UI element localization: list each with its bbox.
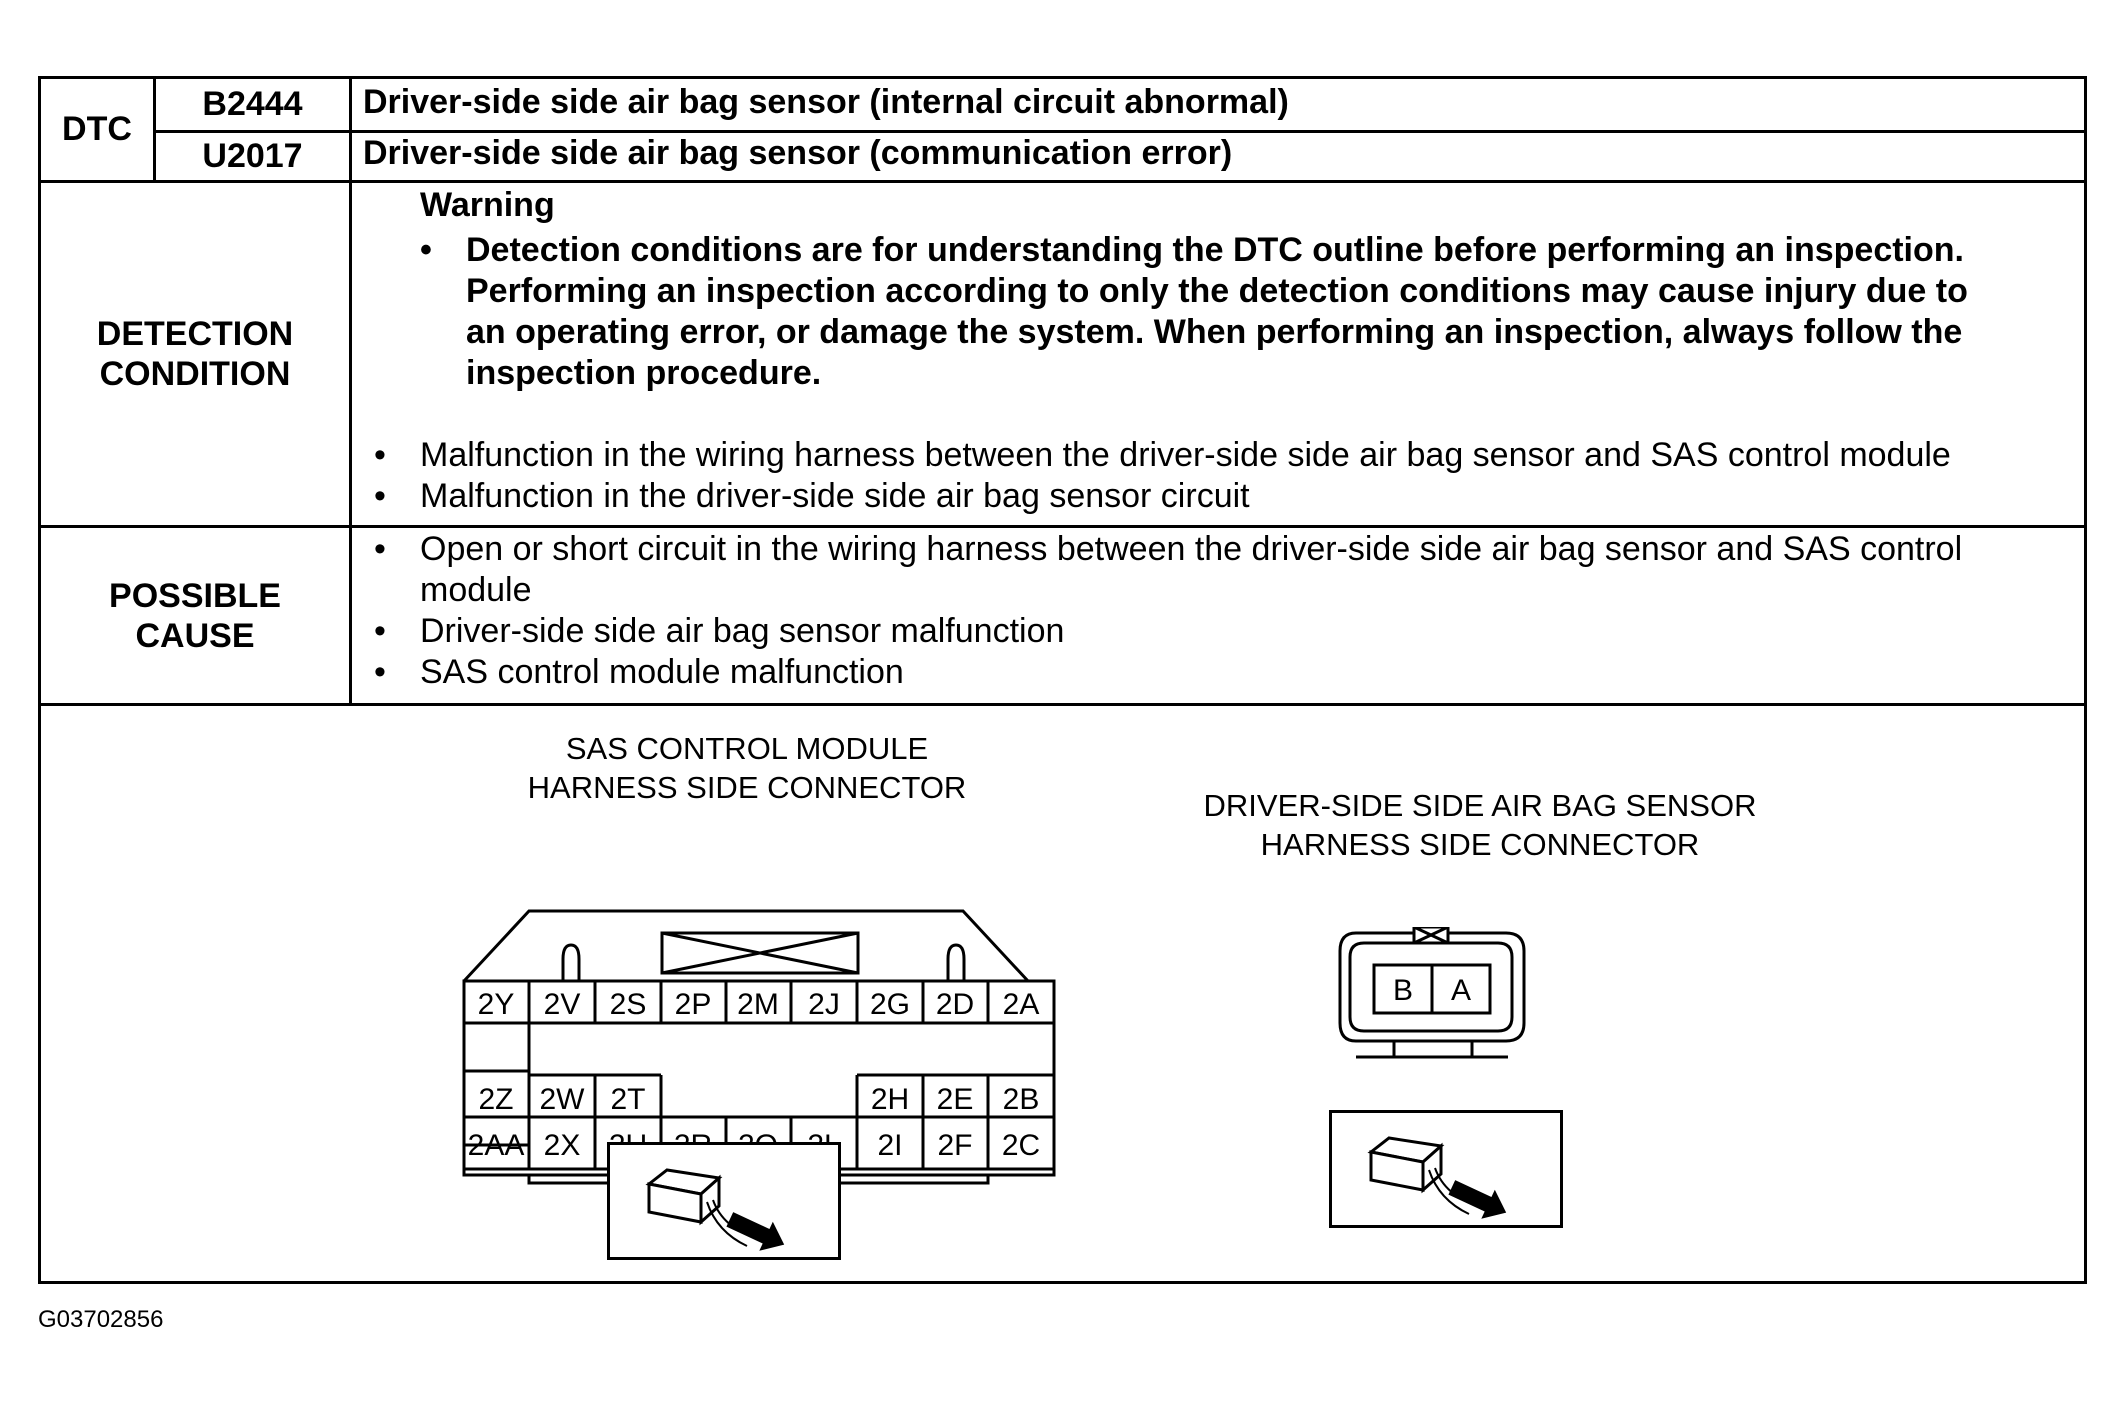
cause-item [374,611,1065,652]
dtc-description-2: Driver-side side air bag sensor (communication error) [363,134,1233,172]
sensor-connector-title [1120,786,1840,864]
dtc-table [38,76,2087,1284]
terminal-label: 2V [543,988,581,1021]
warning-line: Performing an inspection according to only the detection conditions may cause injury due to [466,272,1968,310]
detection-item [374,435,1951,476]
sas-connector-title [425,729,1069,807]
bullet: • [374,436,386,474]
terminal-label: 2G [869,988,911,1021]
latch-tab [948,945,964,981]
cause-item-text: Driver-side side air bag sensor malfunction [420,612,1065,650]
harness-side-view-icon [1329,1110,1563,1228]
terminal-label: 2X [543,1129,581,1162]
cause-label-line-1: POSSIBLE [109,576,281,615]
terminal-label: 2T [610,1083,646,1116]
row-divider [153,130,2087,133]
cause-item-text: Open or short circuit in the wiring harness between the driver-side side air bag sensor and SAS control [420,530,1963,568]
bullet: • [420,231,432,269]
terminal-label: 2H [870,1083,910,1116]
detection-label-line-1: DETECTION [96,315,294,353]
terminal-label: A [1450,974,1472,1007]
sas-title-line-2: HARNESS SIDE CONNECTOR [527,770,967,805]
terminal-label: 2A [1002,988,1040,1021]
warning-line: Detection conditions are for understanding the DTC outline before performing an inspection. [466,231,1964,269]
terminal-label: 2F [937,1129,973,1162]
dtc-description-1: Driver-side side air bag sensor (internal circuit abnormal) [363,83,1289,121]
warning-line: inspection procedure. [466,354,822,392]
warning-title: Warning [420,186,555,224]
dtc-code-2: U2017 [202,137,303,175]
connector-hood [464,911,1028,981]
detection-item-text: Malfunction in the wiring harness between the driver-side side air bag sensor and SAS control module [420,436,1951,474]
sensor-title-line-1: DRIVER-SIDE SIDE AIR BAG SENSOR [1203,788,1757,823]
sas-title-line-1: SAS CONTROL MODULE [565,731,929,766]
sensor-connector-diagram [1336,927,1546,1067]
terminal-label: 2W [539,1083,585,1116]
terminal-label: 2P [674,988,712,1021]
detection-item-text: Malfunction in the driver-side side air bag sensor circuit [420,477,1250,515]
warning-text [420,230,2076,394]
terminal-label: 2C [1001,1129,1041,1162]
bullet: • [374,612,386,650]
terminal-label: 2I [877,1129,903,1162]
terminal-label: 2J [808,988,840,1021]
dtc-label: DTC [62,110,132,148]
detection-condition-label [41,183,349,525]
cause-item [374,652,904,693]
detection-item [374,476,1250,517]
detection-label-line-2: CONDITION [99,355,291,393]
possible-cause-label [41,528,349,703]
bullet: • [374,477,386,515]
cause-item-text: SAS control module malfunction [420,653,904,691]
cause-item [374,529,1963,611]
dtc-code-1: B2444 [202,85,303,123]
terminal-label: 2S [609,988,647,1021]
document-id: G03702856 [38,1306,164,1333]
terminal-label: 2Z [478,1083,514,1116]
terminal-label: 2E [936,1083,974,1116]
harness-side-view-icon [607,1142,841,1260]
cause-item-text: module [420,571,532,609]
terminal-label: 2M [737,988,779,1021]
terminal-label: B [1392,974,1414,1007]
bullet: • [374,530,386,568]
latch-tab [563,945,579,981]
row-divider [41,703,2087,706]
sensor-title-line-2: HARNESS SIDE CONNECTOR [1260,827,1700,862]
terminal-label: 2AA [467,1129,525,1162]
terminal-label: 2B [1002,1083,1040,1116]
terminal-label: 2D [935,988,975,1021]
cause-label-line-2: CAUSE [135,616,255,655]
column-divider [349,79,352,706]
terminal-label: 2Y [477,988,515,1021]
warning-line: an operating error, or damage the system. When performing an inspection, always follow the [466,313,1963,351]
bullet: • [374,653,386,691]
